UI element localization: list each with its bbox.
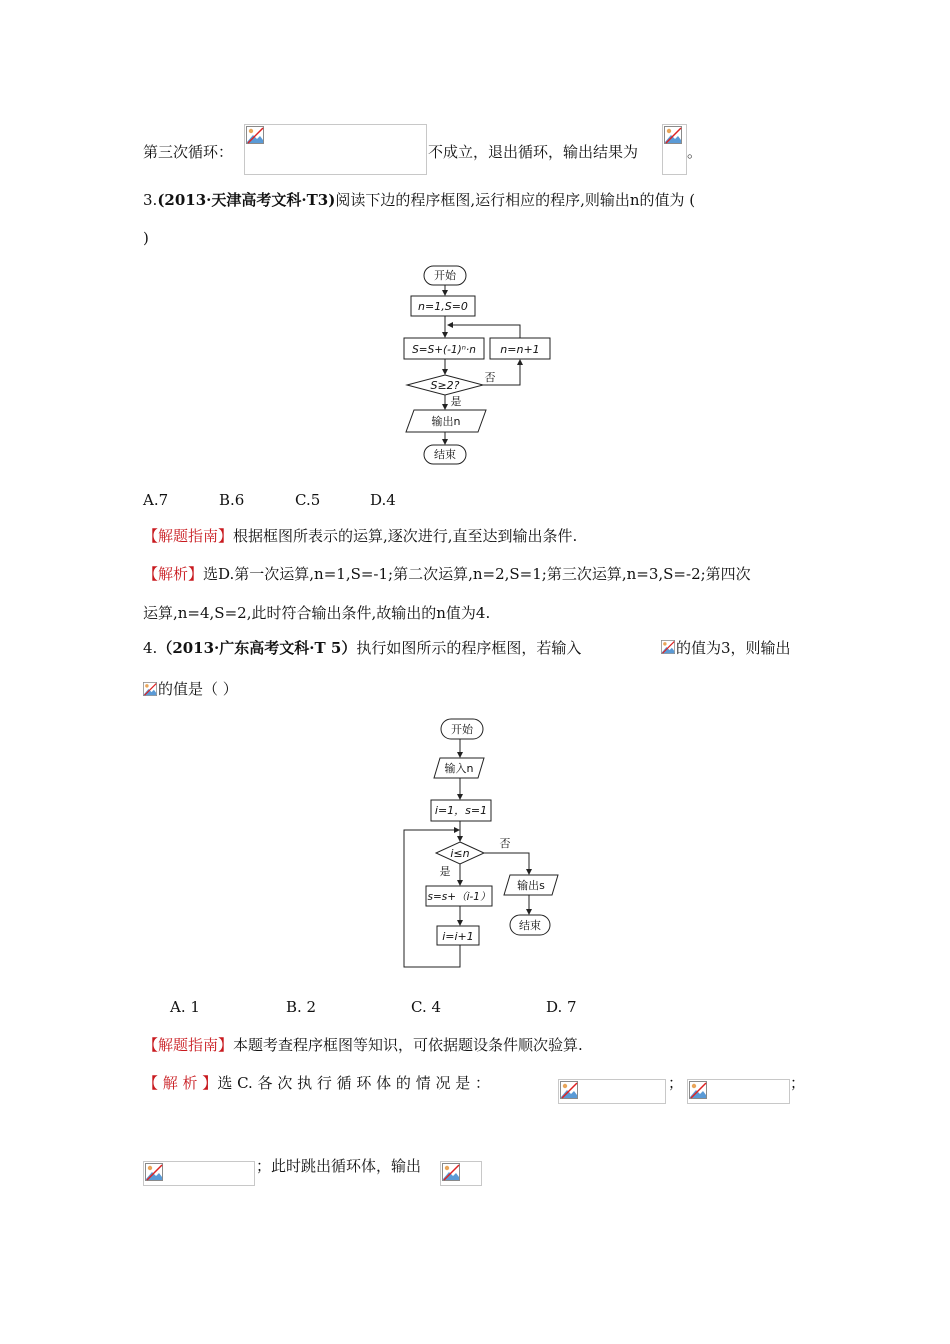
analysis-tag: 【 解 析 】 — [143, 1074, 218, 1092]
analysis-text: 选 C. 各 次 执 行 循 环 体 的 情 况 是 ： — [217, 1074, 491, 1092]
increment-label: n=n+1 — [500, 343, 540, 356]
flowchart-q3 — [398, 262, 563, 470]
init-label: i=1，s=1 — [434, 804, 488, 817]
broken-image-icon — [689, 1081, 707, 1099]
separator: ； — [790, 1074, 806, 1092]
increment-label: i=i+1 — [442, 930, 474, 943]
question-3-stem-end: ) — [143, 229, 149, 247]
q4-analysis-cont: ；此时跳出循环体，输出 — [256, 1157, 422, 1175]
loop-3-lead: 第三次循环： — [143, 143, 234, 161]
condition-label: S≥2? — [430, 379, 460, 392]
input-label: 输入n — [444, 762, 474, 775]
broken-image-icon — [664, 126, 682, 144]
formula-image — [687, 1079, 790, 1104]
formula-image — [558, 1079, 666, 1104]
no-label: 否 — [484, 371, 496, 384]
q3-option-a: A.7 — [143, 491, 169, 509]
output-label: 输出s — [517, 879, 545, 892]
loop-3-mid: 不成立，退出循环，输出结果为 — [428, 143, 639, 161]
question-3-stem — [143, 189, 695, 210]
question-number: 3. — [143, 191, 158, 209]
question-text: 执行如图所示的程序框图，若输入 — [356, 639, 582, 657]
formula-image — [661, 638, 675, 656]
update-label: s=s+（i-1） — [427, 891, 491, 903]
flowchart-q4 — [398, 714, 563, 974]
q3-option-c: C.5 — [295, 491, 321, 509]
yes-label: 是 — [450, 395, 462, 408]
broken-image-icon — [246, 126, 264, 144]
question-text: 阅读下边的程序框图,运行相应的程序,则输出n的值为 ( — [335, 191, 696, 209]
update-label: S=S+(-1)ⁿ·n — [412, 344, 476, 356]
question-source: (2013·天津高考文科·T3) — [157, 191, 336, 209]
guide-text: 本题考查程序框图等知识，可依据题设条件顺次验算. — [233, 1036, 583, 1054]
output-label: 输出n — [431, 415, 461, 428]
separator: ； — [668, 1074, 684, 1092]
loop-3-end: 。 — [687, 143, 703, 161]
question-4-stem-b: 的值为3，则输出 — [676, 639, 791, 657]
question-4-stem-c: 的值是（ ） — [158, 680, 238, 698]
broken-image-icon — [143, 680, 157, 698]
yes-label: 是 — [439, 865, 451, 878]
q4-option-a: A. 1 — [170, 998, 200, 1016]
q3-option-d: D.4 — [370, 491, 396, 509]
init-label: n=1,S=0 — [418, 300, 468, 313]
formula-image — [440, 1161, 482, 1186]
q4-option-b: B. 2 — [286, 998, 317, 1016]
broken-image-icon — [442, 1163, 460, 1181]
question-source: （2013·广东高考文科·T 5） — [157, 639, 357, 657]
broken-image-icon — [145, 1163, 163, 1181]
analysis-text: 选D.第一次运算,n=1,S=-1;第二次运算,n=2,S=1;第三次运算,n=3,S=-2;第四次 — [203, 565, 751, 583]
q4-option-d: D. 7 — [546, 998, 577, 1016]
q4-guide — [143, 1034, 583, 1055]
formula-image — [662, 124, 687, 175]
guide-text: 根据框图所表示的运算,逐次进行,直至达到输出条件. — [233, 527, 578, 545]
q3-analysis-cont: 运算,n=4,S=2,此时符合输出条件,故输出的n值为4. — [143, 604, 491, 622]
q3-guide — [143, 525, 577, 546]
q4-option-c: C. 4 — [411, 998, 442, 1016]
broken-image-icon — [560, 1081, 578, 1099]
no-label: 否 — [499, 837, 511, 850]
end-label: 结束 — [434, 448, 456, 461]
q4-analysis — [143, 1072, 490, 1093]
start-label: 开始 — [451, 723, 473, 736]
formula-image — [143, 1161, 255, 1186]
formula-image — [143, 680, 157, 698]
analysis-tag: 【解析】 — [143, 565, 204, 583]
q3-analysis — [143, 563, 751, 584]
guide-tag: 【解题指南】 — [143, 527, 234, 545]
condition-label: i≤n — [450, 847, 470, 860]
formula-image — [244, 124, 427, 175]
guide-tag: 【解题指南】 — [143, 1036, 234, 1054]
q3-option-b: B.6 — [219, 491, 245, 509]
question-4-stem — [143, 637, 581, 658]
broken-image-icon — [661, 638, 675, 656]
end-label: 结束 — [519, 919, 541, 932]
start-label: 开始 — [434, 269, 456, 282]
question-number: 4. — [143, 639, 158, 657]
